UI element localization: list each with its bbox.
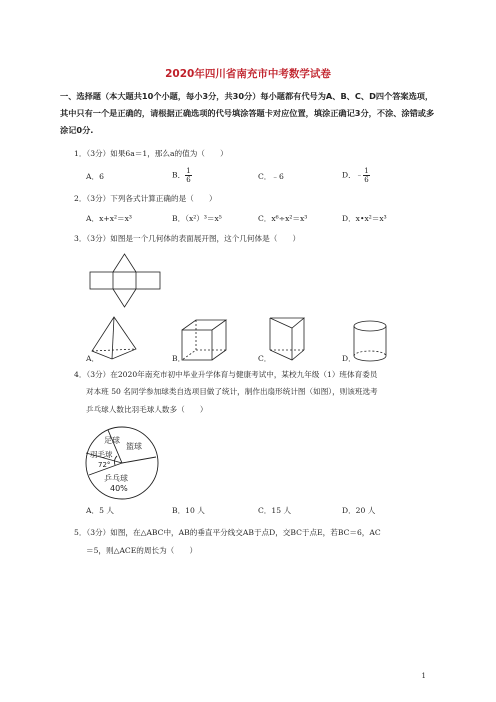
page-title: 2020年四川省南充市中考数学试卷 bbox=[165, 68, 331, 80]
q3-option-a: A． bbox=[86, 354, 100, 363]
q3-option-d: D． bbox=[342, 354, 356, 363]
q1-option-b-fraction bbox=[185, 167, 191, 184]
q1-option-a: A．6 bbox=[86, 172, 104, 181]
q1-option-d-fraction bbox=[363, 167, 369, 184]
question-4-stem-line3: 乒乓球人数比羽毛球人数多（ ） bbox=[86, 405, 208, 414]
prism-figure bbox=[264, 314, 314, 364]
pie-label-pct: 40% bbox=[110, 484, 128, 493]
q3-option-b: B． bbox=[172, 354, 186, 363]
net-diagram bbox=[80, 252, 170, 312]
pie-label-zuqiu: 足球 bbox=[104, 436, 120, 445]
q3-option-c: C． bbox=[258, 354, 272, 363]
q1-option-d bbox=[342, 167, 370, 184]
angle-arc bbox=[114, 456, 117, 465]
q2-option-d: D．x•x²＝x³ bbox=[342, 214, 387, 223]
q1-d-numerator: 1 bbox=[364, 167, 369, 175]
q1-option-b bbox=[172, 167, 192, 184]
q4-option-d: D．20 人 bbox=[342, 506, 376, 515]
question-4-stem-line2: 对本班 50 名同学参加球类自选项目做了统计，制作出扇形统计图（如图），则该班选考 bbox=[86, 387, 378, 396]
q4-option-c: C．15 人 bbox=[258, 506, 292, 515]
q1-option-c: C．﹣6 bbox=[258, 172, 284, 181]
question-2-stem: 2．（3分）下列各式计算正确的是（ ） bbox=[74, 194, 217, 203]
q1-d-denominator: 6 bbox=[364, 176, 369, 184]
question-5-stem-line2: ＝5，则△ACE的周长为（ ） bbox=[86, 546, 198, 555]
cylinder-figure bbox=[350, 318, 394, 364]
q1-b-numerator: 1 bbox=[186, 167, 191, 175]
question-3-stem: 3．（3分）如图是一个几何体的表面展开图，这个几何体是（ ） bbox=[74, 234, 301, 243]
q1-b-denominator: 6 bbox=[186, 176, 191, 184]
pie-label-pingpang: 乒乓球 bbox=[104, 474, 128, 483]
q1-option-d-label: D．﹣ bbox=[342, 170, 364, 180]
pie-divider-2 bbox=[122, 457, 156, 463]
section-heading: 一、选择题（本大题共10个小题，每小3分，共30分）每小题都有代号为A、B、C、D四个答案选项，其中只有一个是正确的，请根据正确选项的代号填涂答题卡对应位置，填涂正确记3分，不涂、涂错或多涂记0分. bbox=[60, 91, 435, 135]
page-number: 1 bbox=[421, 672, 426, 680]
question-4-stem-line1: 4．（3分）在2020年南充市初中毕业升学体育与健康考试中，某校九年级（1）班体育委员 bbox=[74, 370, 378, 379]
pie-label-angle: 72° bbox=[98, 461, 111, 469]
q2-option-a: A．x+x²＝x³ bbox=[86, 214, 132, 223]
q4-option-b: B．10 人 bbox=[172, 506, 205, 515]
q2-option-c: C．x⁶÷x²＝x³ bbox=[258, 214, 308, 223]
pie-label-lanqiu: 篮球 bbox=[126, 442, 142, 451]
q1-option-b-label: B． bbox=[172, 170, 186, 180]
q2-option-b: B．（x²）³＝x⁵ bbox=[172, 214, 222, 223]
pie-label-yumaoqiu: 羽毛球 bbox=[90, 450, 113, 459]
question-1-stem: 1．（3分）如果6a＝1，那么a的值为（ ） bbox=[74, 149, 228, 158]
question-5-stem-line1: 5．（3分）如图，在△ABC中，AB的垂直平分线交AB于点D，交BC于点E，若BC＝6，AC bbox=[74, 528, 381, 537]
pie-chart bbox=[82, 423, 162, 503]
q4-option-a: A．5 人 bbox=[86, 506, 114, 515]
